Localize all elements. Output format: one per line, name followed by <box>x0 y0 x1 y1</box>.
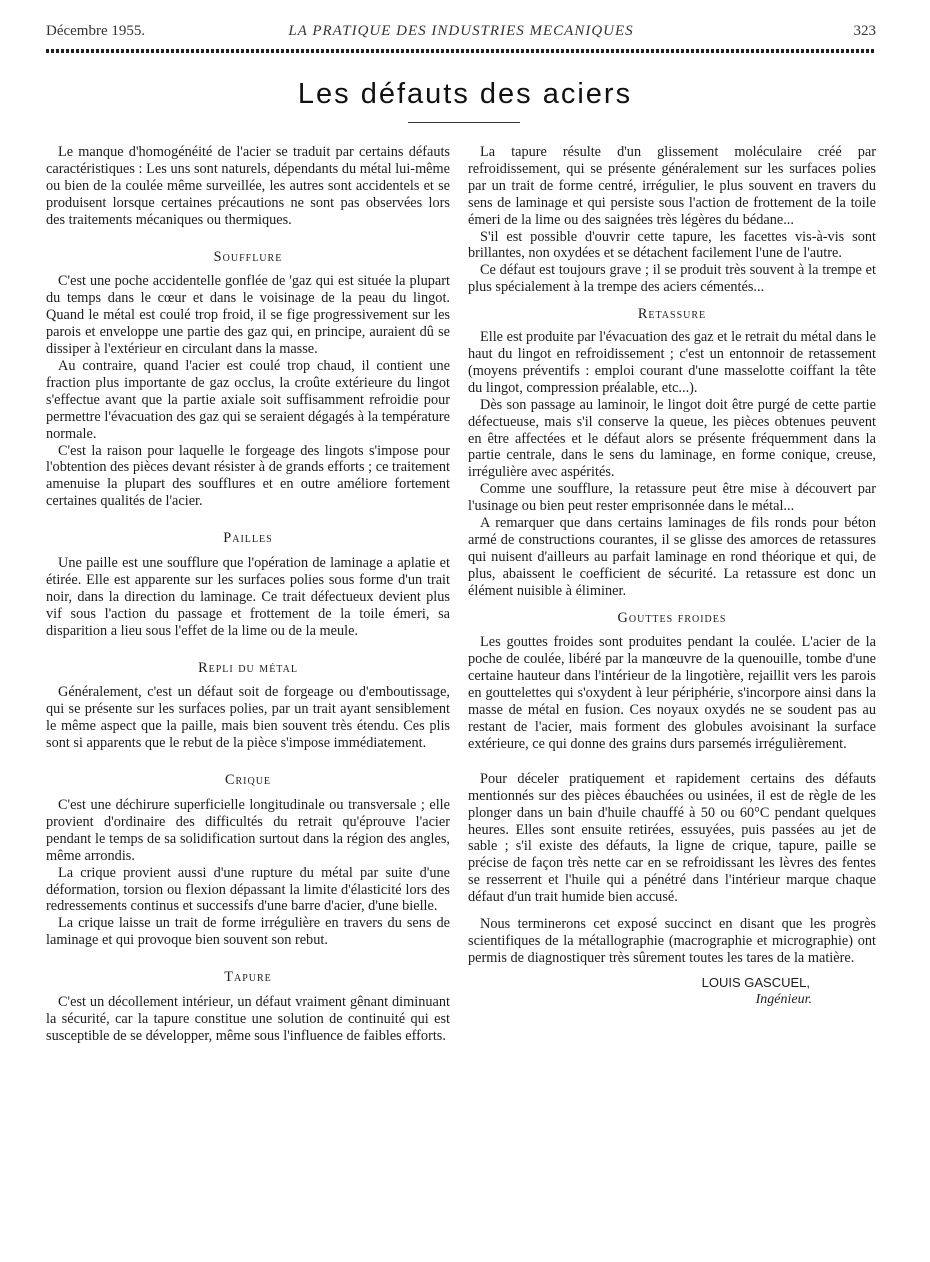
paragraph: C'est la raison pour laquelle le forgeage des lingots s'impose pour l'obtention des pièces devant résister à de grands efforts ; ce traitement amenuise la plupart des soufflures et en outre améliore fortement certaines qualités de l'acier. <box>46 442 450 510</box>
issue-date: Décembre 1955. <box>46 23 146 39</box>
section-heading-retassure: Retassure <box>637 306 707 323</box>
right-column <box>468 144 876 1009</box>
header-dotted-rule <box>46 49 876 53</box>
paragraph: Les gouttes froides sont produites pendant la coulée. L'acier de la poche de coulée, libéré par la manœuvre de la quenouille, tombe d'une certaine hauteur dans l'intérieur de la lingotière, rejaillit vers les parois en gouttelettes qui s'oxydent à leur périphérie, s'incorpore ainsi dans la masse de métal en fusion. Ces noyaux oxydés ne se soudent pas au restant de l'acier, mais forment des globules avoisinant la surface extérieure, ce qui donne des grains durs parsemés irrégulièrement. <box>468 634 876 752</box>
paragraph: La crique laisse un trait de forme irrégulière en travers du sens de laminage et qui provoque bien souvent son rebut. <box>46 915 450 949</box>
author-role: Ingénieur. <box>755 991 812 1007</box>
paragraph: Dès son passage au laminoir, le lingot doit être purgé de cette partie défectueuse, mais s'il conserve la queue, les pièces obtenues peuvent en être affectées et le défaut alors se présente fréquemment dans la partie centrale, dans le sens du laminage, en forme conique, creuse, irrégulière avec aspérités. <box>468 396 876 481</box>
paragraph: Nous terminerons cet exposé succinct en disant que les progrès scientifiques de la métallographie (macrographie et micrographie) ont permis de diagnostiquer très sûrement toutes les tares de la matière. <box>468 916 876 966</box>
paragraph: Comme une soufflure, la retassure peut être mise à découvert par l'usinage ou bien peut rester emprisonnée dans le métal... <box>468 481 876 515</box>
paragraph: La tapure résulte d'un glissement moléculaire créé par refroidissement, qui se présente généralement sur les surfaces polies par un trait de forme centré, irrégulier, le plus souvent en travers du sens de laminage et qui persiste sous l'action de frottement de la toile émeri de la lime ou des saignées très légères du bédane... <box>468 144 876 228</box>
article-title: Les défauts des aciers <box>297 78 633 110</box>
page-header <box>46 20 876 44</box>
paragraph: Elle est produite par l'évacuation des gaz et le retrait du métal dans le haut du lingot en refroidissement ; c'est un entonnoir de retassement (moyens préventifs : emploi courant d'une masselotte coiffant la tête du lingot, compression préalable, etc...). <box>468 329 876 396</box>
paragraph: A remarquer que dans certains laminages de fils ronds pour béton armé de constructions courantes, il se glisse des amorces de retassures qui nuisent d'ailleurs au parfait laminage en rond théorique et qui, de plus, abaissent le coefficient de sécurité. La retassure est donc un élément nuisible à éliminer. <box>468 515 876 599</box>
author-name: LOUIS GASCUEL, <box>701 974 810 990</box>
intro-paragraph: Le manque d'homogénéité de l'acier se traduit par certains défauts caractéristiques : Les uns sont naturels, dépendants du métal lui-même ou bien de la coulée même surveillée, les autres sont accidentels et se produisent lorsque certaines précautions ne sont pas observées lors des traitements mécaniques ou thermiques. <box>46 144 450 228</box>
section-heading-pailles: Pailles <box>223 530 273 547</box>
section-heading-crique: Crique <box>224 772 272 789</box>
paragraph: S'il est possible d'ouvrir cette tapure, les facettes vis-à-vis sont brillantes, non oxydées et se détachent facilement l'une de l'autre. <box>468 228 876 262</box>
paragraph: Ce défaut est toujours grave ; il se produit très souvent à la trempe et plus spécialement à la trempe des aciers cémentés... <box>468 262 876 296</box>
paragraph: Généralement, c'est un défaut soit de forgeage ou d'emboutissage, qui se présente sur les surfaces polies, par un trait ayant sensiblement le même aspect que la paille, mais bien souvent très étendu. Ces plis sont si apparents que le rebut de la pièce s'impose immédiatement. <box>46 684 450 752</box>
paragraph: Une paille est une soufflure que l'opération de laminage a aplatie et étirée. Elle est apparente sur les surfaces polies sous forme d'un trait noir, dans la direction du laminage. Ce trait défectueux devient plus vif sous l'action du passage et frottement de la toile émeri, sa disparition a lieu sous l'effet de la lime ou de la meule. <box>46 555 450 639</box>
paragraph: Au contraire, quand l'acier est coulé trop chaud, il contient une fraction plus importante de gaz occlus, la croûte extérieure du lingot s'effectue avant que la partie axiale soit suffisamment refroidie pour permettre l'évacuation des gaz qui se seraient dégagés à la température normale. <box>46 357 450 442</box>
section-heading-repli: Repli du métal <box>198 659 298 676</box>
section-heading-tapure: Tapure <box>224 969 272 986</box>
journal-title: LA PRATIQUE DES INDUSTRIES MECANIQUES <box>288 23 634 39</box>
section-heading-soufflure: Soufflure <box>213 248 283 265</box>
title-underline <box>408 122 520 123</box>
section-heading-gouttes-froides: Gouttes froides <box>617 609 727 626</box>
paragraph: Pour déceler pratiquement et rapidement certains des défauts mentionnés sur des pièces ébauchées ou usinées, il est de règle de les plonger dans un bain d'huile chauffé à 50 ou 60°C pendant quelques heures. Elles sont ensuite retirées, essuyées, puis passées au jet de sable ; s'il existe des défauts, la ligne de crique, tapure, paille se précise de façon très nette car en se refroidissant les lèvres des fentes se resserrent et l'huile qui a pénétré dans l'intérieur marque chaque défaut d'un trait humide bien accusé. <box>468 770 876 906</box>
left-column <box>46 144 450 1045</box>
paragraph: C'est un décollement intérieur, un défaut vraiment gênant diminuant la sécurité, car la tapure constitue une solution de continuité qui est susceptible de se développer, même sous l'influence de faibles efforts. <box>46 994 450 1044</box>
paragraph: C'est une poche accidentelle gonflée de 'gaz qui est située la plupart du temps dans le cœur et dans le voisinage de la peau du lingot. Quand le métal est coulé trop froid, il se fige progressivement sur les parois et enveloppe une partie des gaz qui, en principe, auraient dû se dissiper à l'extérieur en circulant dans la masse. <box>46 273 450 358</box>
paragraph: La crique provient aussi d'une rupture du métal par suite d'une déformation, torsion ou flexion dépassant la limite d'élasticité lors des redressements continus et successifs d'une barre d'acier, d'une bielle. <box>46 864 450 915</box>
paragraph: C'est une déchirure superficielle longitudinale ou transversale ; elle provient d'ordinaire des difficultés du retrait qu'éprouve l'acier pendant le temps de sa solidification surtout dans la région des angles, même arrondis. <box>46 797 450 864</box>
page-number: 323 <box>853 23 876 39</box>
